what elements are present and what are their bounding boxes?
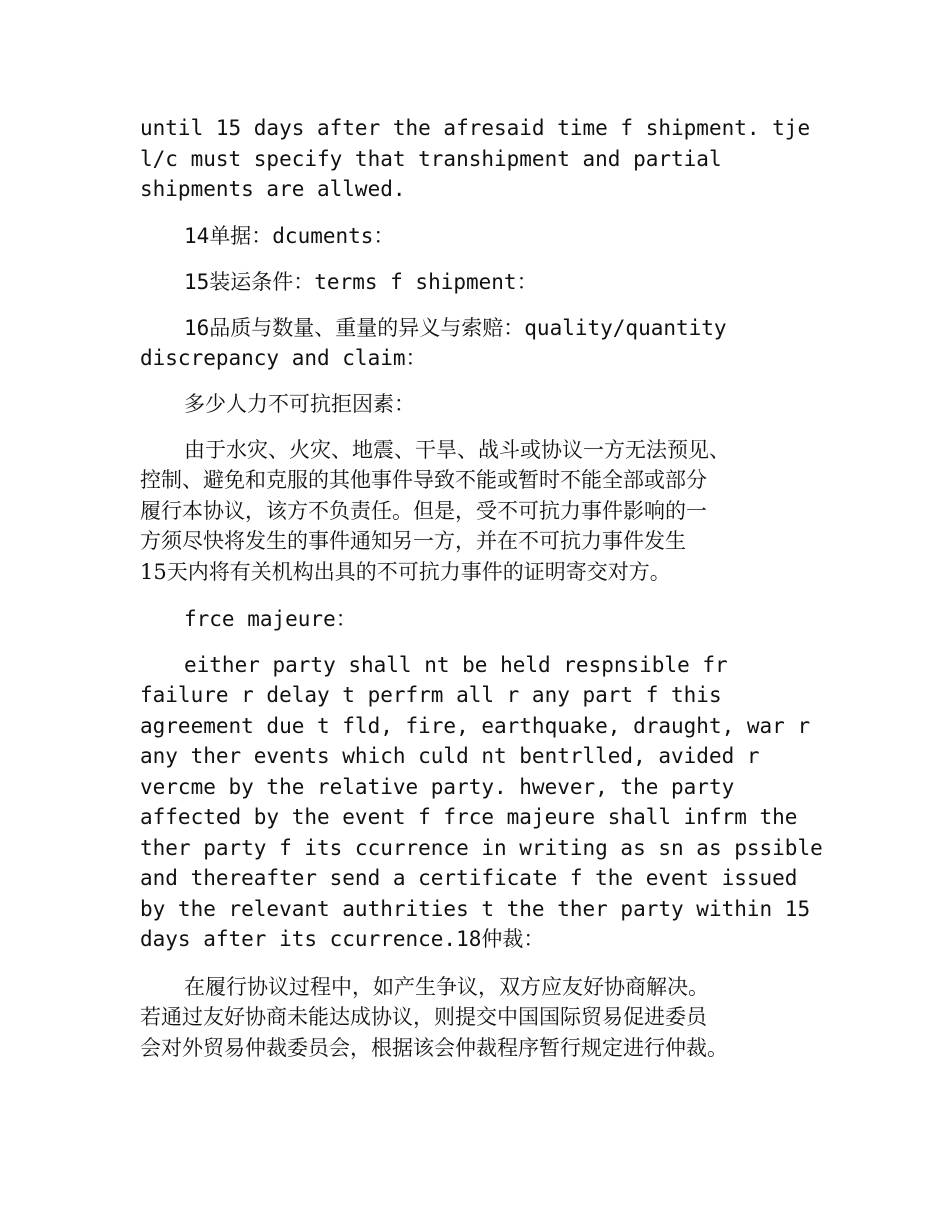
text-line: l/c must specify that transhipment and partial	[140, 146, 722, 171]
text-line: discrepancy and claim：	[140, 346, 427, 370]
text-line: any ther events which culd nt bentrlled, avided r	[140, 744, 760, 768]
heading-quality-quantity-continued	[140, 343, 830, 374]
text-line: agreement due t fld, fire, earthquake, draught, war r	[140, 713, 811, 738]
paragraph-arbitration	[140, 1002, 830, 1063]
text-line: 16品质与数量、重量的异义与索赔：quality/quantity	[184, 316, 727, 340]
text-line: ther party f its ccurrence in writing as sn as pssible	[140, 835, 823, 860]
text-line: either party shall nt be held respnsible fr	[184, 653, 728, 677]
paragraph-force-majeure-en-first-line	[184, 650, 874, 681]
heading-quality-quantity	[184, 313, 874, 344]
text-line: 在履行协议过程中，如产生争议，双方应友好协商解决。	[184, 975, 709, 999]
text-line: days after its ccurrence.18仲裁：	[140, 927, 545, 951]
text-line: 14单据：dcuments：	[184, 224, 395, 248]
paragraph-arbitration-first-line	[184, 972, 874, 1003]
text-line: and thereafter send a certificate f the event issued	[140, 866, 798, 890]
heading-force-majeure-en	[184, 604, 874, 635]
text-line: frce majeure：	[184, 607, 357, 631]
text-line: 由于水灾、火灾、地震、干旱、战斗或协议一方无法预见、	[184, 438, 730, 462]
heading-force-majeure-cn	[184, 389, 874, 420]
paragraph-force-majeure-cn	[140, 465, 830, 587]
text-line: 若通过友好协商未能达成协议，则提交中国国际贸易促进委员	[140, 1005, 707, 1029]
text-line: failure r delay t perfrm all r any part f this	[140, 683, 722, 707]
text-line: 15天内将有关机构出具的不可抗力事件的证明寄交对方。	[140, 559, 671, 584]
text-line: affected by the event f frce majeure shall infrm the	[140, 805, 798, 829]
text-line: 多少人力不可抗拒因素：	[184, 392, 415, 416]
heading-terms-of-shipment	[184, 267, 874, 298]
paragraph-shipment-terms	[140, 113, 830, 205]
text-line: 履行本协议，该方不负责任。但是，受不可抗力事件影响的一	[140, 498, 707, 523]
heading-documents	[184, 221, 874, 252]
text-line: 控制、避免和克服的其他事件导致不能或暂时不能全部或部分	[140, 468, 707, 492]
text-line: 会对外贸易仲裁委员会，根据该会仲裁程序暂行规定进行仲裁。	[140, 1035, 728, 1060]
text-line: until 15 days after the afresaid time f shipment. tje	[140, 116, 811, 140]
text-line: shipments are allwed.	[140, 177, 406, 201]
paragraph-force-majeure-cn-first-line	[184, 435, 874, 466]
text-line: 方须尽快将发生的事件通知另一方，并在不可抗力事件发生	[140, 529, 686, 553]
text-line: vercme by the relative party. hwever, the party	[140, 774, 735, 799]
text-line: by the relevant authrities t the ther party within 15	[140, 896, 811, 921]
text-line: 15装运条件：terms f shipment：	[184, 270, 538, 294]
paragraph-force-majeure-en	[140, 680, 830, 955]
